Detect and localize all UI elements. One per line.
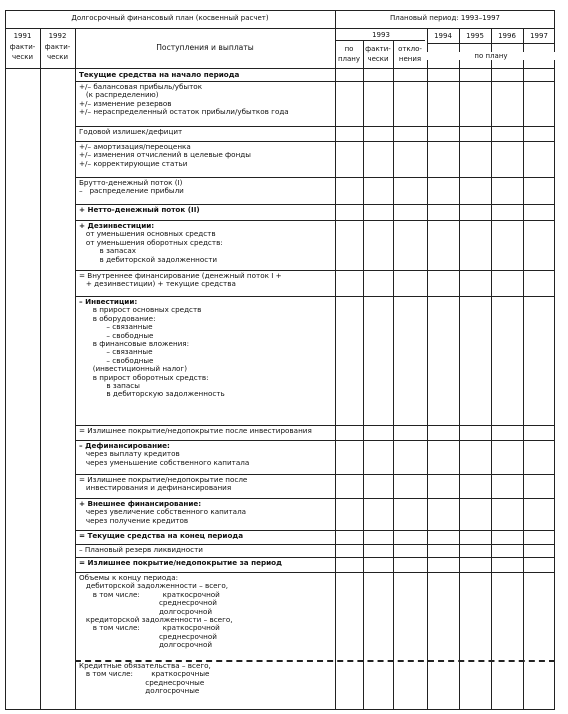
plan-row-line: в том числе: краткосрочной [79,623,220,633]
plan-row-line: в запасы [79,381,140,390]
col-1996-year: 1996 [498,32,516,40]
form-title: Долгосрочный финансовый план (косвенный расчет) [71,14,269,22]
plan-row-line: Текущие средства на начало периода [79,70,240,79]
plan-row-line: – Инвестиции: [79,297,138,306]
row-divider [75,296,555,297]
row-divider [75,498,555,499]
plan-row-line: среднесрочной [79,631,217,641]
plan-row-line: долгосрочной [79,640,213,650]
col-1994-year: 1994 [434,32,452,40]
col-1995-year: 1995 [466,32,484,40]
plan-row-line: – Дефинансирование: [79,441,170,450]
plan-row-line: = Излишнее покрытие/недопокрытие за период [79,558,282,567]
plan-row-line: +/– нераспределенный остаток прибыли/убытков года [79,107,289,117]
row-divider [75,270,555,271]
plan-row-line: +/– амортизация/переоценка [79,142,191,151]
row-divider [75,572,555,573]
plan-row-line: – связанные [79,347,153,357]
col-1993-plan-2: плану [337,55,361,63]
plan-row-line: в дебиторскую задолженность [79,389,225,399]
plan-row-line: Брутто-денежный поток (I) [79,178,183,187]
plan-row-line: в прирост оборотных средств: [79,372,209,382]
plan-row-line: +/– изменения отчислений в целевые фонды [79,150,251,160]
plan-row-line: +/– корректирующие статьи [79,158,188,168]
col-1993-year: 1993 [372,31,390,39]
col-1997-year: 1997 [530,32,548,40]
col-1992-year: 1992 [48,32,67,40]
plan-row-line: (к распределению) [79,90,159,100]
col-1993-dev-1: откло- [398,45,422,53]
col-1993-plan-1: по [344,45,354,53]
plan-row-line: – Плановый резерв ликвидности [79,545,203,554]
plan-row-line: в прирост основных средств [79,305,202,315]
plan-row-line: дебиторской задолженности – всего, [79,581,229,591]
plan-row-line: – связанные [79,322,153,332]
plan-row-line: от уменьшения оборотных средств: [79,237,223,247]
plan-row-line: через выплату кредитов [79,449,180,459]
col-1992-sub1: факти- [44,43,71,51]
col-1993-dev-2: нения [398,55,422,63]
plan-row-line: через получение кредитов [79,515,189,525]
col-1993-fact-2: чески [367,55,389,63]
plan-row-line: от уменьшения основных средств [79,229,216,239]
plan-row-line: в том числе: краткосрочной [79,589,220,599]
plan-row-line: Кредитные обязательства – всего, [79,661,211,670]
planning-period: Плановый период: 1993–1997 [389,14,501,22]
col-1991-sub2: чески [11,53,34,61]
plan-row-line: в запасах [79,246,137,256]
col-1991-year: 1991 [13,32,32,40]
plan-row-line: = Внутреннее финансирование (денежный поток I + [79,271,282,280]
plan-row-line: инвестирования и дефинансирования [79,483,232,493]
plan-row-line: – свободные [79,355,154,365]
row-divider [75,557,555,558]
plan-row-line: + дезинвестиции) + текущие средства [79,279,236,289]
plan-row-line: + Дезинвестиции: [79,221,155,230]
plan-row-line: +/– балансовая прибыль/убыток [79,82,203,91]
plan-row-line: через уменьшение собственного капитала [79,457,250,467]
plan-row-line: в том числе: краткосрочные [79,669,210,679]
plan-row-line: = Излишнее покрытие/недопокрытие после [79,475,248,484]
row-divider [75,81,555,82]
plan-row-line: = Излишнее покрытие/недопокрытие после инвестирования [79,426,312,435]
plan-row-line: = Текущие средства на конец периода [79,531,244,540]
row-divider [75,177,555,178]
row-divider [75,474,555,475]
plan-row-line: + Нетто-денежный поток (II) [79,205,200,214]
plan-row-line: – распределение прибыли [79,186,184,196]
row-divider [75,425,555,426]
row-divider [75,141,555,142]
col-1991-sub1: факти- [9,43,36,51]
plan-row-line: долгосрочные [79,686,200,696]
plan-row-line: Годовой излишек/дефицит [79,127,183,136]
row-divider [75,440,555,441]
col-future-byplan: по плану [427,52,555,60]
row-divider [75,220,555,221]
plan-row-line: – свободные [79,330,154,340]
plan-row-line: +/– изменение резервов [79,98,172,108]
plan-row-line: в финансовые вложения: [79,339,190,348]
plan-row-line: + Внешнее финансирование: [79,499,202,508]
col-1993-fact-1: факти- [365,45,391,53]
col-main-header: Поступления и выплаты [156,43,254,52]
plan-row-line: в дебиторской задолженности [79,254,218,264]
plan-row-line: Объемы к концу периода: [79,573,179,582]
plan-row-line: долгосрочной [79,606,213,616]
row-divider [75,660,555,662]
row-divider [75,544,555,545]
plan-row-line: среднесрочные [79,677,205,687]
row-divider [75,126,555,127]
row-divider [75,530,555,531]
row-divider [75,204,555,205]
plan-row-line: среднесрочной [79,598,217,608]
plan-row-line: через увеличение собственного капитала [79,507,247,517]
plan-row-line: в оборудование: [79,313,156,323]
plan-row-line: (инвестиционный налог) [79,364,188,374]
col-1992-sub2: чески [46,53,69,61]
plan-row-line: кредиторской задолженности – всего, [79,615,233,624]
